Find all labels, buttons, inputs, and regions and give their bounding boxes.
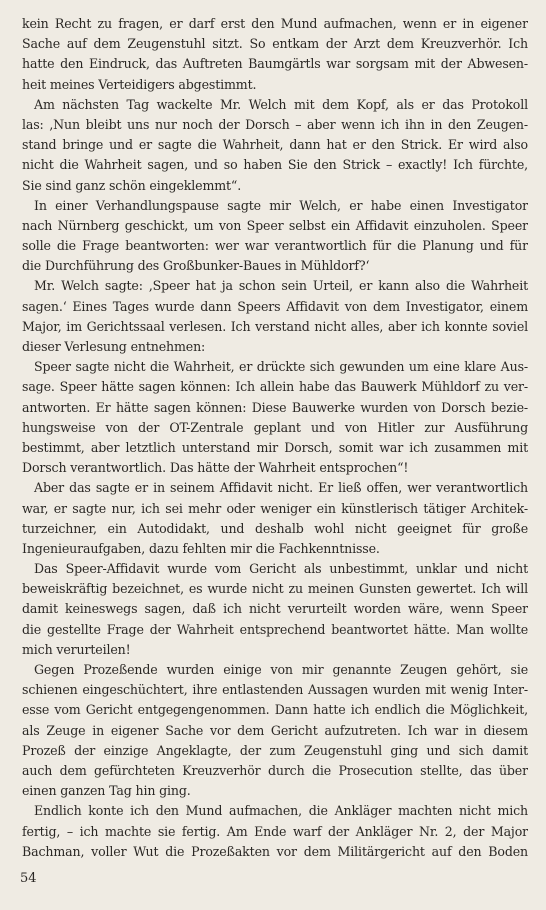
- text-line: damit keineswegs sagen, daß ich nicht verurteilt worden wäre, wenn Speer: [22, 601, 528, 617]
- text-line: Speer sagte nicht die Wahrheit, er drückte sich gewunden um eine klare Aus-: [34, 359, 528, 375]
- text-line: las: ‚Nun bleibt uns nur noch der Dorsch – aber wenn ich ihn in den Zeugen-: [22, 116, 528, 132]
- text-line: als Zeuge in eigener Sache vor dem Gericht aufzutreten. Ich war in diesem: [22, 722, 528, 738]
- paragraph: [22, 357, 528, 478]
- text-line: die Durchführung des Großbunker-Baues in Mühldorf?‘: [22, 258, 370, 274]
- text-line: war, er sagte nur, ich sei mehr oder weniger ein künstlerisch tätiger Architek-: [22, 500, 528, 516]
- paragraph: [22, 478, 528, 559]
- text-line: Bachman, voller Wut die Prozeßakten vor dem Militärgericht auf den Boden: [22, 843, 528, 859]
- paragraph: [22, 801, 528, 862]
- text-line: die gestellte Frage der Wahrheit entsprechend beantwortet hätte. Man wollte: [22, 621, 528, 637]
- text-line: antworten. Er hätte sagen können: Diese Bauwerke wurden von Dorsch bezie-: [22, 399, 528, 415]
- text-line: Sie sind ganz schön eingeklemmt“.: [22, 177, 242, 193]
- text-line: hungsweise von der OT-Zentrale geplant und von Hitler zur Ausführung: [22, 419, 528, 435]
- text-line: Das Speer-Affidavit wurde vom Gericht als unbestimmt, unklar und nicht: [34, 561, 528, 577]
- page-text: [22, 14, 528, 862]
- text-line: heit meines Verteidigers abgestimmt.: [22, 76, 257, 92]
- text-line: stand bringe und er sagte die Wahrheit, dann hat er den Strick. Er wird also: [22, 137, 528, 153]
- text-line: In einer Verhandlungspause sagte mir Welch, er habe einen Investigator: [34, 197, 528, 213]
- text-line: einen ganzen Tag hin ging.: [22, 783, 191, 799]
- page-number: 54: [20, 871, 37, 886]
- text-line: esse vom Gericht entgegengenommen. Dann hatte ich endlich die Möglichkeit,: [22, 702, 528, 718]
- text-line: Endlich konte ich den Mund aufmachen, die Ankläger machten nicht mich: [34, 803, 528, 819]
- text-line: auch dem gefürchteten Kreuzverhör durch die Prosecution stellte, das über: [22, 762, 528, 778]
- text-line: bestimmt, aber letztlich unterstand mir Dorsch, somit war ich zusammen mit: [22, 439, 528, 455]
- paragraph: [22, 95, 528, 196]
- text-line: Dorsch verantwortlich. Das hätte der Wahrheit entsprochen“!: [22, 460, 409, 476]
- paragraph: [22, 276, 528, 357]
- text-line: nach Nürnberg geschickt, um von Speer selbst ein Affidavit einzuholen. Speer: [22, 217, 528, 233]
- text-line: fertig, – ich machte sie fertig. Am Ende warf der Ankläger Nr. 2, der Major: [22, 823, 528, 839]
- paragraph: [22, 14, 528, 95]
- text-line: sage. Speer hätte sagen können: Ich allein habe das Bauwerk Mühldorf zu ver-: [22, 379, 528, 395]
- paragraph: [22, 660, 528, 801]
- text-line: Mr. Welch sagte: ‚Speer hat ja schon sein Urteil, er kann also die Wahrheit: [34, 278, 528, 294]
- text-line: turzeichner, ein Autodidakt, und deshalb wohl nicht geeignet für große: [22, 520, 528, 536]
- paragraph: [22, 196, 528, 277]
- text-line: Major, im Gerichtssaal verlesen. Ich verstand nicht alles, aber ich konnte soviel: [22, 318, 528, 334]
- text-line: sagen.‘ Eines Tages wurde dann Speers Affidavit von dem Investigator, einem: [22, 298, 528, 314]
- text-line: hatte den Eindruck, das Auftreten Baumgärtls war sorgsam mit der Abwesen-: [22, 56, 528, 72]
- text-line: schienen eingeschüchtert, ihre entlastenden Aussagen wurden mit wenig Inter-: [22, 682, 528, 698]
- text-line: Ingenieuraufgaben, dazu fehlten mir die Fachkenntnisse.: [22, 540, 380, 556]
- text-line: nicht die Wahrheit sagen, und so haben Sie den Strick – exactly! Ich fürchte,: [22, 157, 528, 173]
- text-line: beweiskräftig bezeichnet, es wurde nicht zu meinen Gunsten gewertet. Ich will: [22, 581, 528, 597]
- text-line: Sache auf dem Zeugenstuhl sitzt. So entkam der Arzt dem Kreuzverhör. Ich: [22, 36, 528, 52]
- text-line: mich verurteilen!: [22, 641, 131, 657]
- text-line: Am nächsten Tag wackelte Mr. Welch mit dem Kopf, als er das Protokoll: [34, 96, 528, 112]
- text-line: dieser Verlesung entnehmen:: [22, 339, 206, 354]
- text-line: kein Recht zu fragen, er darf erst den Mund aufmachen, wenn er in eigener: [22, 16, 528, 31]
- text-line: Prozeß der einzige Angeklagte, der zum Zeugenstuhl ging und sich damit: [22, 742, 528, 758]
- text-line: Aber das sagte er in seinem Affidavit nicht. Er ließ offen, wer verantwortlich: [34, 480, 528, 496]
- text-line: solle die Frage beantworten: wer war verantwortlich für die Planung und für: [22, 238, 528, 254]
- paragraph: [22, 559, 528, 660]
- text-line: Gegen Prozeßende wurden einige von mir genannte Zeugen gehört, sie: [34, 662, 528, 677]
